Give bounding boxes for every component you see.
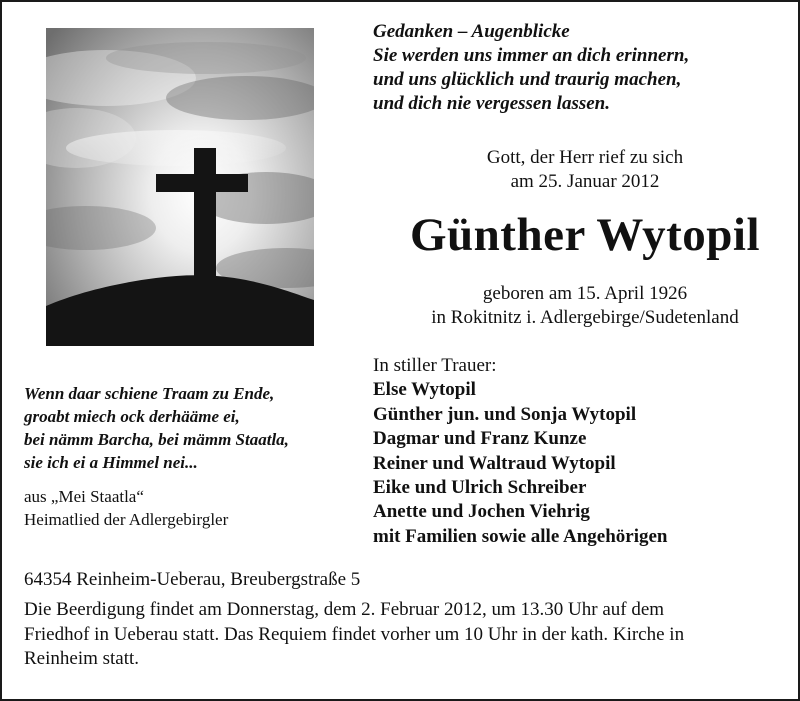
quote-heading: Gedanken – Augenblicke: [373, 21, 570, 42]
mourners-intro: In stiller Trauer:: [373, 355, 497, 376]
poem-source: [24, 485, 354, 531]
mourner-name: Günther jun. und Sonja Wytopil: [373, 403, 637, 425]
quote-line: und uns glücklich und traurig machen,: [373, 69, 682, 90]
deceased-name: Günther Wytopil: [409, 209, 761, 261]
funeral-line: Friedhof in Ueberau statt. Das Requiem findet vorher um 10 Uhr in der kath. Kirche in: [24, 623, 685, 645]
family-address: 64354 Reinheim-Ueberau, Breubergstraße 5: [24, 569, 361, 590]
death-announcement: [380, 146, 790, 194]
poem-line: bei nämm Barcha, bei mämm Staatla,: [24, 430, 289, 449]
mourner-name: Anette und Jochen Viehrig: [373, 501, 590, 523]
cross-photo: [46, 28, 314, 346]
dialect-poem: [24, 382, 354, 474]
source-description: Heimatlied der Adlergebirgler: [24, 510, 229, 529]
funeral-line: Die Beerdigung findet am Donnerstag, dem 2. Februar 2012, um 13.30 Uhr auf dem: [24, 599, 665, 620]
mourners-list: [373, 354, 793, 549]
death-date: am 25. Januar 2012: [510, 171, 660, 192]
death-line: Gott, der Herr rief zu sich: [486, 147, 684, 168]
mourner-name: Else Wytopil: [373, 379, 476, 401]
quote-line: und dich nie vergessen lassen.: [373, 93, 610, 114]
mourner-name: Eike und Ulrich Schreiber: [373, 477, 587, 499]
quote-line: Sie werden uns immer an dich erinnern,: [373, 45, 690, 66]
cross-on-hill-image: [46, 28, 314, 346]
birth-info: [380, 282, 790, 330]
poem-line: Wenn daar schiene Traam zu Ende,: [24, 384, 275, 403]
source-title: aus „Mei Staatla“: [24, 487, 144, 506]
funeral-info: [24, 598, 794, 672]
birth-date: geboren am 15. April 1926: [482, 283, 688, 304]
mourner-name: Reiner und Waltraud Wytopil: [373, 452, 616, 474]
poem-line: groabt miech ock derhääme ei,: [24, 407, 240, 426]
funeral-line: Reinheim statt.: [24, 648, 140, 669]
poem-line: sie ich ei a Himmel nei...: [24, 453, 198, 472]
birth-place: in Rokitnitz i. Adlergebirge/Sudetenland: [431, 307, 739, 328]
mourner-name: Dagmar und Franz Kunze: [373, 428, 587, 450]
mourner-name: mit Familien sowie alle Angehörigen: [373, 525, 668, 547]
quote-block: [373, 20, 783, 116]
